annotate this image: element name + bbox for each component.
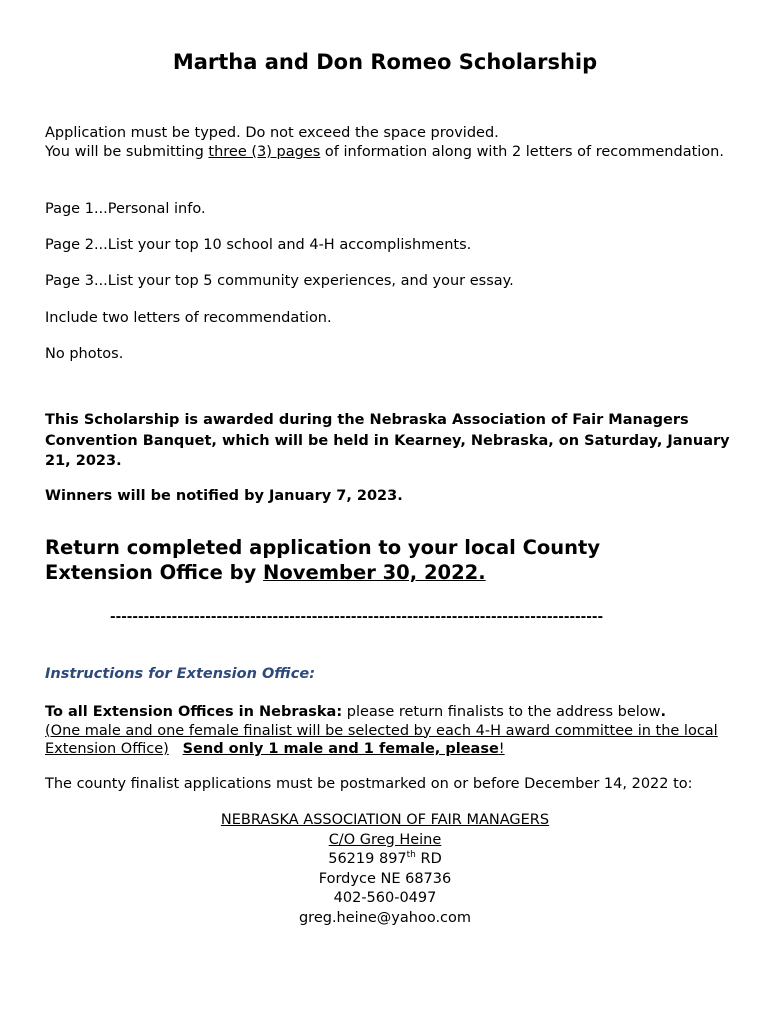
address-phone: 402-560-0497 bbox=[333, 890, 437, 906]
street-number: 56219 897 bbox=[328, 851, 407, 867]
intro-line-typed: Application must be typed. Do not exceed the space provided. bbox=[45, 125, 499, 141]
finalist-note: (One male and one female finalist will be selected by each 4-H award committee in the local Extension Office) bbox=[45, 722, 718, 757]
address-email: greg.heine@yahoo.com bbox=[298, 909, 472, 926]
instructions-period: . bbox=[660, 704, 667, 720]
separator-line: ---------------------------------------------------------------------------------------- bbox=[110, 609, 604, 625]
award-paragraph: This Scholarship is awarded during the Nebraska Association of Fair Managers Convention Banquet, which will be held in Kearney, Nebraska, on Saturday, January 21, 2023. bbox=[45, 412, 730, 469]
mailing-address bbox=[0, 811, 770, 928]
street-suffix: RD bbox=[415, 851, 442, 867]
postmark-note: The county finalist applications must be postmarked on or before December 14, 2022 to: bbox=[45, 776, 693, 792]
send-only-exclaim: ! bbox=[498, 741, 505, 757]
instructions-lead-rest: please return finalists to the address below bbox=[342, 704, 661, 720]
send-only-note: Send only 1 male and 1 female, please bbox=[182, 741, 499, 757]
page-2-item: Page 2...List your top 10 school and 4-H accomplishments. bbox=[45, 237, 472, 253]
address-care-of: C/O Greg Heine bbox=[328, 831, 442, 848]
page-1-item: Page 1...Personal info. bbox=[45, 201, 206, 217]
no-photos: No photos. bbox=[45, 346, 124, 362]
winners-notice: Winners will be notified by January 7, 2023. bbox=[45, 488, 403, 504]
page-title: Martha and Don Romeo Scholarship bbox=[172, 50, 598, 74]
intro-suffix: of information along with 2 letters of recommendation. bbox=[320, 144, 724, 160]
intro-prefix: You will be submitting bbox=[45, 144, 209, 160]
address-street bbox=[0, 850, 770, 870]
instructions-lead: To all Extension Offices in Nebraska: bbox=[45, 704, 343, 720]
return-instructions bbox=[45, 535, 645, 585]
address-org: NEBRASKA ASSOCIATION OF FAIR MANAGERS bbox=[220, 812, 550, 828]
instructions-paragraph bbox=[45, 703, 735, 759]
return-deadline: November 30, 2022. bbox=[263, 561, 486, 584]
intro-line-pages bbox=[45, 143, 735, 162]
intro-pages-emphasis: three (3) pages bbox=[208, 144, 321, 160]
address-city: Fordyce NE 68736 bbox=[318, 870, 452, 887]
street-ordinal: th bbox=[406, 850, 416, 861]
page-3-item: Page 3...List your top 5 community experiences, and your essay. bbox=[45, 273, 514, 289]
return-prefix: Return completed application to your local County Extension Office by bbox=[45, 536, 601, 584]
intro-paragraph bbox=[45, 124, 735, 162]
instructions-heading: Instructions for Extension Office: bbox=[45, 666, 316, 682]
include-letters: Include two letters of recommendation. bbox=[45, 310, 332, 326]
